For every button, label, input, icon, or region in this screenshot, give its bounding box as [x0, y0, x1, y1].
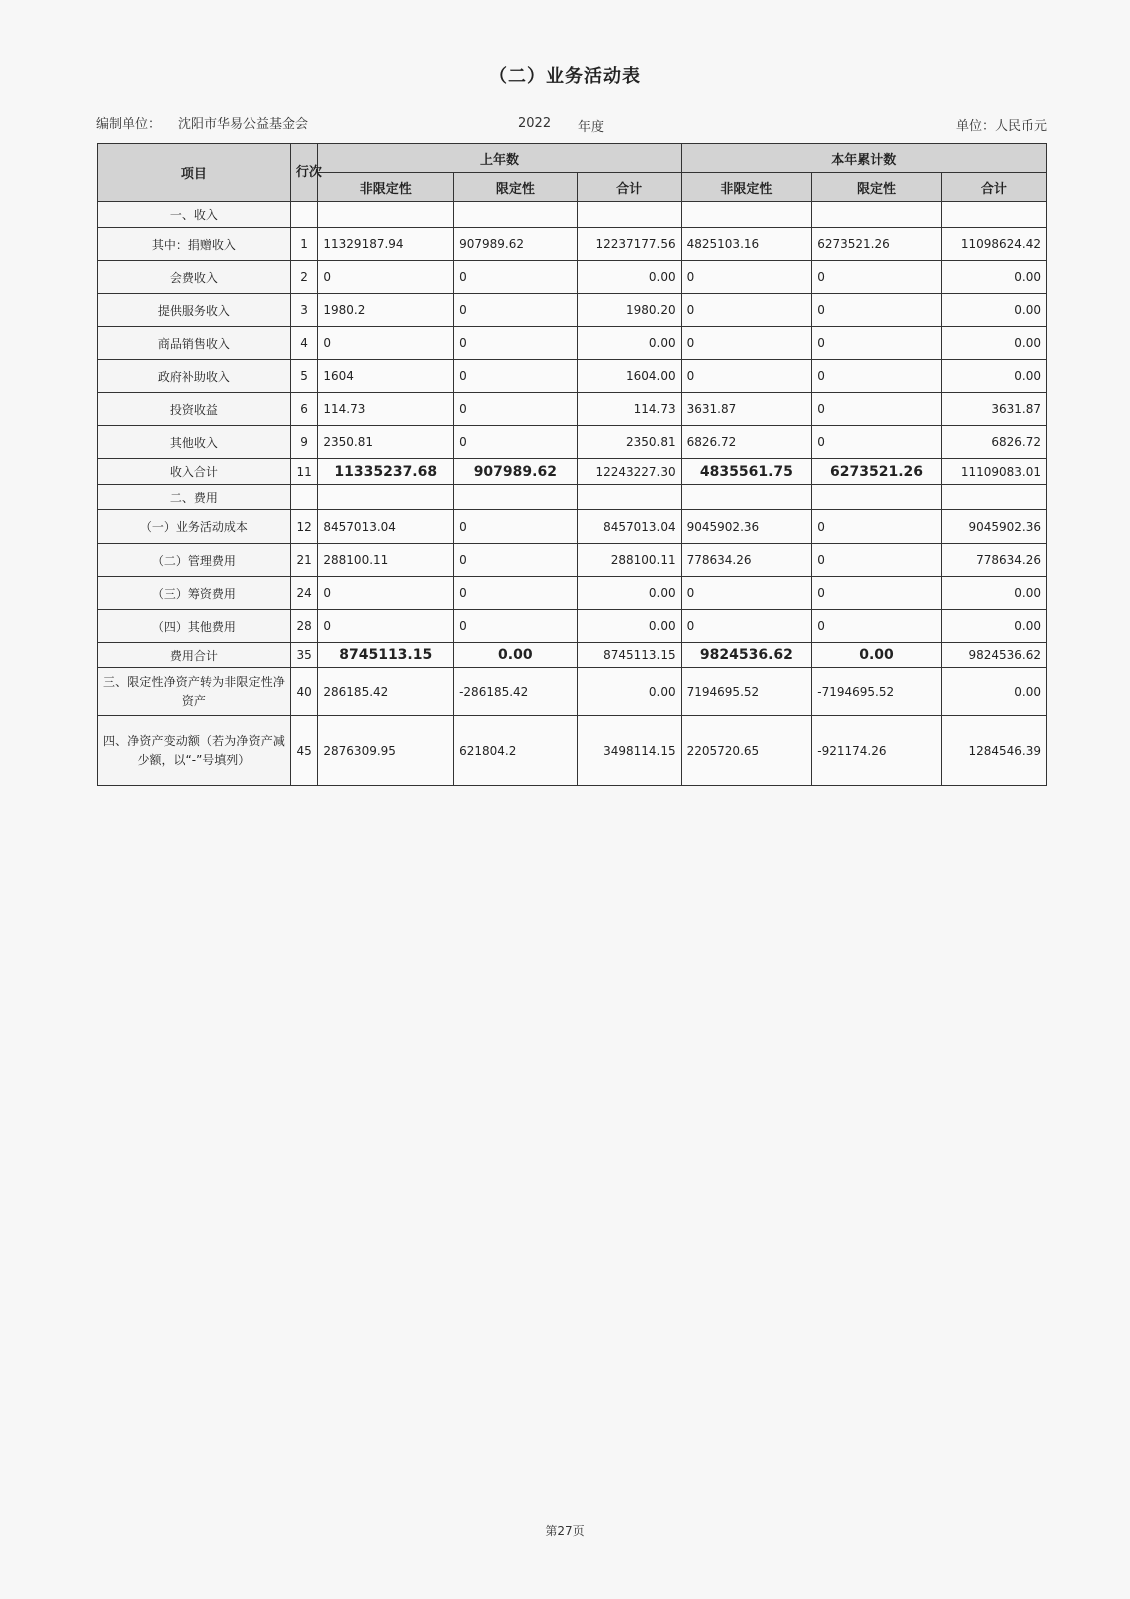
cell-curr-unrestricted: 4835561.75 [681, 459, 812, 485]
row-item-label: 收入合计 [98, 459, 291, 485]
cell-curr-restricted: 0 [812, 510, 942, 544]
cell-curr-restricted: 0 [812, 261, 942, 294]
row-item-label: （二）管理费用 [98, 544, 291, 577]
cell-curr-total: 0.00 [941, 610, 1046, 643]
row-line-no: 1 [290, 228, 318, 261]
cell-prev-restricted: 621804.2 [454, 716, 577, 786]
org-name: 沈阳市华易公益基金会 [178, 117, 309, 132]
table-row [98, 510, 1047, 544]
row-item-label: 其他收入 [98, 426, 291, 459]
report-year: 2022 [518, 116, 552, 131]
cell-curr-total: 778634.26 [941, 544, 1046, 577]
cell-curr-unrestricted: 2205720.65 [681, 716, 812, 786]
row-line-no [290, 485, 318, 510]
cell-prev-restricted: 0 [454, 294, 577, 327]
table-row [98, 294, 1047, 327]
cell-curr-unrestricted [681, 485, 812, 510]
row-line-no: 40 [290, 668, 318, 716]
cell-prev-restricted: 0 [454, 544, 577, 577]
header-curr-unrestricted: 非限定性 [681, 173, 812, 202]
table-row [98, 643, 1047, 668]
cell-prev-total: 1980.20 [577, 294, 681, 327]
cell-prev-unrestricted: 8457013.04 [318, 510, 454, 544]
cell-prev-unrestricted: 1604 [318, 360, 454, 393]
cell-prev-unrestricted: 2350.81 [318, 426, 454, 459]
row-line-no: 9 [290, 426, 318, 459]
cell-curr-unrestricted: 0 [681, 294, 812, 327]
cell-curr-unrestricted: 0 [681, 327, 812, 360]
cell-prev-unrestricted: 0 [318, 577, 454, 610]
cell-curr-unrestricted [681, 202, 812, 228]
cell-prev-restricted: 0 [454, 261, 577, 294]
row-line-no [290, 202, 318, 228]
table-row [98, 716, 1047, 786]
row-line-no: 3 [290, 294, 318, 327]
header-curr-total: 合计 [941, 173, 1046, 202]
cell-prev-total: 2350.81 [577, 426, 681, 459]
cell-curr-unrestricted: 3631.87 [681, 393, 812, 426]
table-row [98, 202, 1047, 228]
org-label: 编制单位： [96, 117, 162, 132]
row-line-no: 24 [290, 577, 318, 610]
row-line-no: 6 [290, 393, 318, 426]
cell-curr-total: 0.00 [941, 360, 1046, 393]
cell-prev-total: 1604.00 [577, 360, 681, 393]
cell-curr-restricted: -7194695.52 [812, 668, 942, 716]
cell-prev-total: 3498114.15 [577, 716, 681, 786]
page-number: 第27页 [545, 1524, 585, 1538]
cell-curr-restricted: 0 [812, 327, 942, 360]
row-item-label: 一、收入 [98, 202, 291, 228]
cell-curr-unrestricted: 7194695.52 [681, 668, 812, 716]
row-item-label: 四、净资产变动额（若为净资产减少额，以“-”号填列） [98, 716, 291, 786]
cell-curr-restricted [812, 485, 942, 510]
cell-prev-unrestricted [318, 202, 454, 228]
cell-prev-unrestricted [318, 485, 454, 510]
table-row [98, 668, 1047, 716]
table-row [98, 485, 1047, 510]
cell-curr-total: 0.00 [941, 668, 1046, 716]
header-prev-total: 合计 [577, 173, 681, 202]
row-item-label: 会费收入 [98, 261, 291, 294]
row-item-label: 三、限定性净资产转为非限定性净资产 [98, 668, 291, 716]
cell-curr-total: 11098624.42 [941, 228, 1046, 261]
row-line-no: 45 [290, 716, 318, 786]
cell-prev-unrestricted: 0 [318, 327, 454, 360]
cell-curr-restricted: 0 [812, 610, 942, 643]
cell-curr-restricted: 0 [812, 426, 942, 459]
report-year-unit: 年度 [578, 120, 605, 135]
cell-prev-total [577, 202, 681, 228]
cell-prev-restricted [454, 485, 577, 510]
cell-curr-total [941, 202, 1046, 228]
row-line-no: 11 [290, 459, 318, 485]
cell-prev-restricted: 907989.62 [454, 459, 577, 485]
cell-curr-unrestricted: 9045902.36 [681, 510, 812, 544]
cell-curr-restricted: 0 [812, 294, 942, 327]
cell-curr-total: 9045902.36 [941, 510, 1046, 544]
cell-curr-restricted: 0 [812, 577, 942, 610]
cell-prev-unrestricted: 11329187.94 [318, 228, 454, 261]
cell-curr-total: 0.00 [941, 577, 1046, 610]
cell-curr-restricted: 0 [812, 393, 942, 426]
cell-prev-restricted: 907989.62 [454, 228, 577, 261]
row-item-label: 其中：捐赠收入 [98, 228, 291, 261]
header-current-year: 本年累计数 [681, 144, 1046, 173]
row-item-label: 投资收益 [98, 393, 291, 426]
row-item-label: （一）业务活动成本 [98, 510, 291, 544]
cell-prev-total: 288100.11 [577, 544, 681, 577]
table-row [98, 261, 1047, 294]
cell-curr-restricted [812, 202, 942, 228]
cell-curr-restricted: -921174.26 [812, 716, 942, 786]
row-line-no: 4 [290, 327, 318, 360]
header-prev-year: 上年数 [318, 144, 681, 173]
cell-prev-unrestricted: 2876309.95 [318, 716, 454, 786]
table-row [98, 426, 1047, 459]
cell-prev-unrestricted: 286185.42 [318, 668, 454, 716]
row-line-no: 12 [290, 510, 318, 544]
cell-prev-restricted: 0 [454, 327, 577, 360]
cell-prev-restricted: -286185.42 [454, 668, 577, 716]
header-curr-restricted: 限定性 [812, 173, 942, 202]
cell-prev-total: 0.00 [577, 668, 681, 716]
table-row [98, 577, 1047, 610]
cell-prev-restricted: 0 [454, 577, 577, 610]
table-row [98, 459, 1047, 485]
cell-curr-total: 0.00 [941, 261, 1046, 294]
cell-curr-restricted: 6273521.26 [812, 228, 942, 261]
cell-curr-total: 11109083.01 [941, 459, 1046, 485]
cell-prev-total: 12237177.56 [577, 228, 681, 261]
cell-curr-unrestricted: 0 [681, 360, 812, 393]
cell-curr-unrestricted: 0 [681, 610, 812, 643]
cell-curr-total: 3631.87 [941, 393, 1046, 426]
cell-prev-restricted: 0 [454, 426, 577, 459]
cell-curr-total: 0.00 [941, 294, 1046, 327]
cell-prev-restricted: 0 [454, 393, 577, 426]
table-row [98, 327, 1047, 360]
activity-table [97, 143, 1047, 786]
row-item-label: 商品销售收入 [98, 327, 291, 360]
row-item-label: 费用合计 [98, 643, 291, 668]
currency-unit: 单位：人民币元 [955, 119, 1047, 134]
row-item-label: （三）筹资费用 [98, 577, 291, 610]
cell-curr-total: 1284546.39 [941, 716, 1046, 786]
table-row [98, 360, 1047, 393]
cell-prev-unrestricted: 1980.2 [318, 294, 454, 327]
cell-prev-unrestricted: 114.73 [318, 393, 454, 426]
cell-prev-restricted: 0 [454, 360, 577, 393]
cell-prev-total: 12243227.30 [577, 459, 681, 485]
cell-curr-unrestricted: 778634.26 [681, 544, 812, 577]
row-line-no: 35 [290, 643, 318, 668]
cell-prev-total: 0.00 [577, 261, 681, 294]
cell-curr-restricted: 0 [812, 360, 942, 393]
cell-curr-restricted: 0 [812, 544, 942, 577]
cell-curr-unrestricted: 6826.72 [681, 426, 812, 459]
row-line-no: 2 [290, 261, 318, 294]
cell-prev-unrestricted: 288100.11 [318, 544, 454, 577]
cell-curr-restricted: 0.00 [812, 643, 942, 668]
cell-prev-total: 0.00 [577, 610, 681, 643]
row-item-label: 二、费用 [98, 485, 291, 510]
cell-prev-unrestricted: 8745113.15 [318, 643, 454, 668]
cell-curr-unrestricted: 4825103.16 [681, 228, 812, 261]
cell-prev-total: 8457013.04 [577, 510, 681, 544]
table-row [98, 228, 1047, 261]
cell-curr-total: 6826.72 [941, 426, 1046, 459]
header-line-no: 行次 [290, 144, 318, 202]
table-row [98, 393, 1047, 426]
cell-prev-restricted: 0.00 [454, 643, 577, 668]
header-prev-unrestricted: 非限定性 [318, 173, 454, 202]
cell-prev-restricted: 0 [454, 510, 577, 544]
cell-curr-total: 0.00 [941, 327, 1046, 360]
cell-prev-unrestricted: 11335237.68 [318, 459, 454, 485]
cell-prev-restricted [454, 202, 577, 228]
row-line-no: 5 [290, 360, 318, 393]
header-item: 项目 [98, 144, 291, 202]
cell-curr-unrestricted: 0 [681, 261, 812, 294]
cell-curr-restricted: 6273521.26 [812, 459, 942, 485]
row-line-no: 21 [290, 544, 318, 577]
row-line-no: 28 [290, 610, 318, 643]
row-item-label: 提供服务收入 [98, 294, 291, 327]
row-item-label: （四）其他费用 [98, 610, 291, 643]
table-row [98, 544, 1047, 577]
cell-prev-total [577, 485, 681, 510]
cell-prev-unrestricted: 0 [318, 610, 454, 643]
cell-prev-total: 8745113.15 [577, 643, 681, 668]
cell-curr-total [941, 485, 1046, 510]
cell-curr-unrestricted: 0 [681, 577, 812, 610]
cell-curr-total: 9824536.62 [941, 643, 1046, 668]
table-row [98, 610, 1047, 643]
page-title: （二）业务活动表 [489, 66, 641, 87]
cell-prev-restricted: 0 [454, 610, 577, 643]
header-prev-restricted: 限定性 [454, 173, 577, 202]
cell-curr-unrestricted: 9824536.62 [681, 643, 812, 668]
cell-prev-total: 0.00 [577, 577, 681, 610]
row-item-label: 政府补助收入 [98, 360, 291, 393]
cell-prev-total: 0.00 [577, 327, 681, 360]
cell-prev-total: 114.73 [577, 393, 681, 426]
cell-prev-unrestricted: 0 [318, 261, 454, 294]
